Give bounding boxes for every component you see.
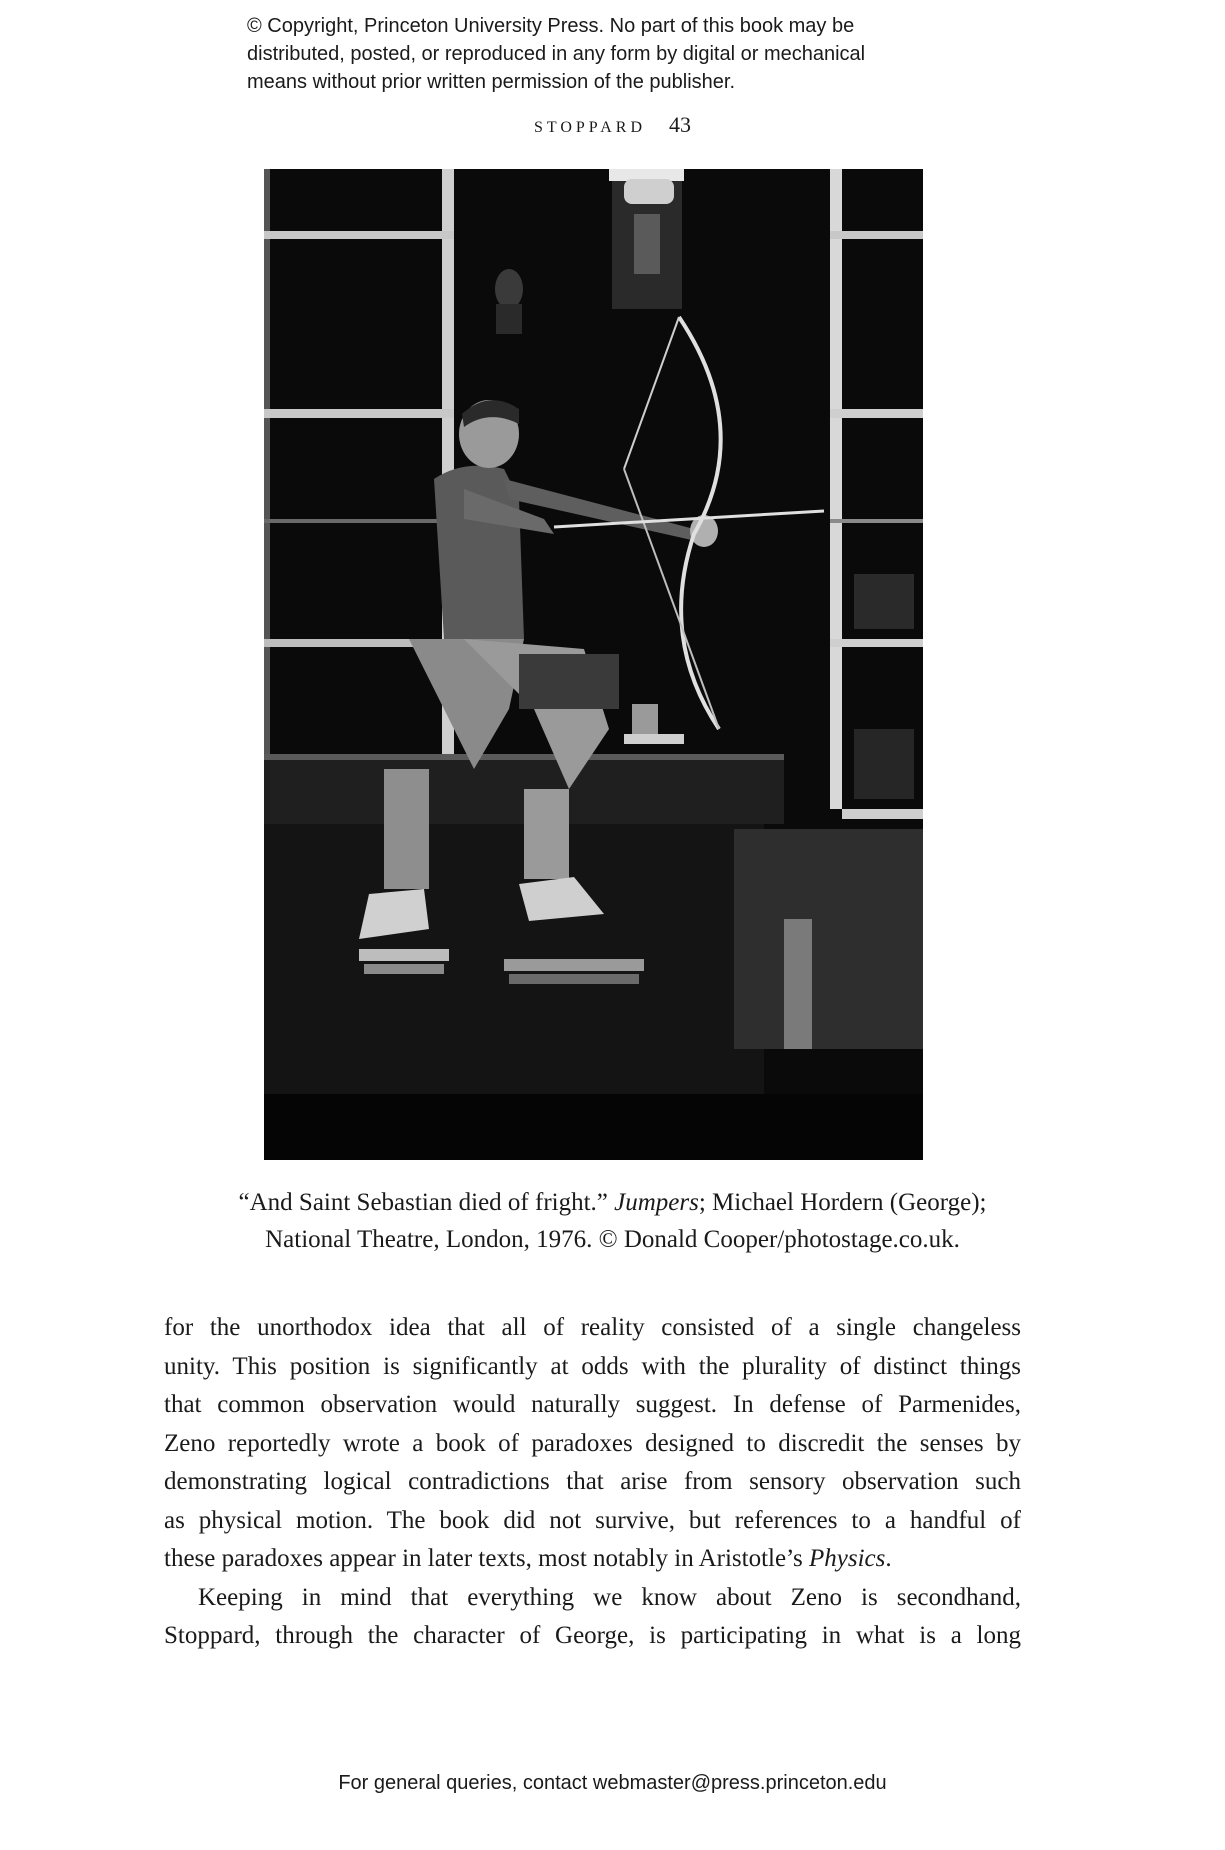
copyright-line: means without prior written permission of the publisher. [247,71,736,93]
figure-caption [0,1184,1225,1258]
body-line: that common observation would naturally suggest. In defense of Parmenides, [164,1391,1021,1418]
body-text-segment: . [885,1545,892,1572]
body-line: Zeno reportedly wrote a book of paradoxes designed to discredit the senses by [164,1429,1021,1457]
copyright-notice [247,12,1007,96]
body-text [164,1309,1021,1656]
caption-quote: “And Saint Sebastian died of fright.” [238,1189,608,1216]
body-line: demonstrating logical contradictions that arise from sensory observation such [164,1468,1021,1495]
running-head [0,112,1225,138]
page-number: 43 [669,112,692,137]
caption-credit-1: ; Michael Hordern (George); [698,1189,987,1216]
body-line-paragraph-start: Keeping in mind that everything we know about Zeno is secondhand, [198,1583,1021,1611]
body-line: Stoppard, through the character of George, is participating in what is a long [164,1622,1021,1649]
running-head-title: STOPPARD [533,119,647,136]
body-line: as physical motion. The book did not survive, but references to a handful of [164,1506,1021,1534]
body-text-segment: these paradoxes appear in later texts, most notably in Aristotle’s [164,1545,809,1572]
copyright-line: distributed, posted, or reproduced in any form by digital or mechanical [247,43,866,65]
copyright-line: © Copyright, Princeton University Press. No part of this book may be [247,15,855,37]
stage-photograph [264,169,923,1160]
footer-contact: For general queries, contact webmaster@press.princeton.edu [338,1772,887,1794]
book-title-physics: Physics [808,1545,886,1572]
caption-play-title: Jumpers [614,1189,699,1216]
caption-line-1 [0,1184,1225,1221]
body-line-paragraph-end [164,1540,1021,1579]
photo-illustration [264,169,923,1160]
caption-line-2: National Theatre, London, 1976. © Donald Cooper/photostage.co.uk. [265,1226,960,1253]
body-line: for the unorthodox idea that all of reality consisted of a single changeless [164,1314,1021,1341]
body-line: unity. This position is significantly at odds with the plurality of distinct things [164,1352,1021,1380]
